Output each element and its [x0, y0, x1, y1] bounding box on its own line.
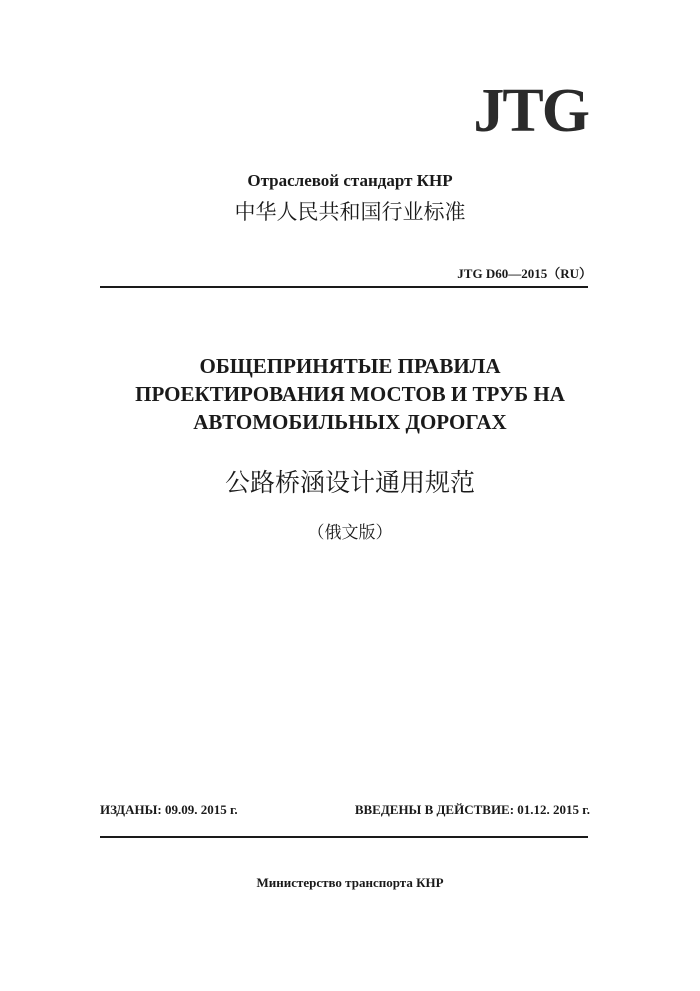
title-russian [0, 352, 700, 436]
title-line: АВТОМОБИЛЬНЫХ ДОРОГАХ [193, 410, 507, 434]
edition-label: （俄文版） [307, 523, 393, 543]
standard-code: JTG D60—2015（RU） [457, 266, 592, 281]
title-line: ОБЩЕПРИНЯТЫЕ ПРАВИЛА [199, 354, 501, 378]
top-divider [100, 286, 588, 288]
title-line: ПРОЕКТИРОВАНИЯ МОСТОВ И ТРУБ НА [135, 382, 565, 406]
publisher: Министерство транспорта КНР [256, 875, 444, 890]
issuer-russian: Отраслевой стандарт КНР [247, 171, 453, 190]
effective-date: ВВЕДЕНЫ В ДЕЙСТВИЕ: 01.12. 2015 г. [354, 802, 590, 817]
title-chinese: 公路桥涵设计通用规范 [224, 468, 475, 497]
issued-date: ИЗДАНЫ: 09.09. 2015 г. [100, 802, 238, 817]
jtg-logo: JTG [473, 77, 588, 145]
bottom-divider [100, 836, 588, 838]
issuer-chinese: 中华人民共和国行业标准 [234, 200, 466, 224]
